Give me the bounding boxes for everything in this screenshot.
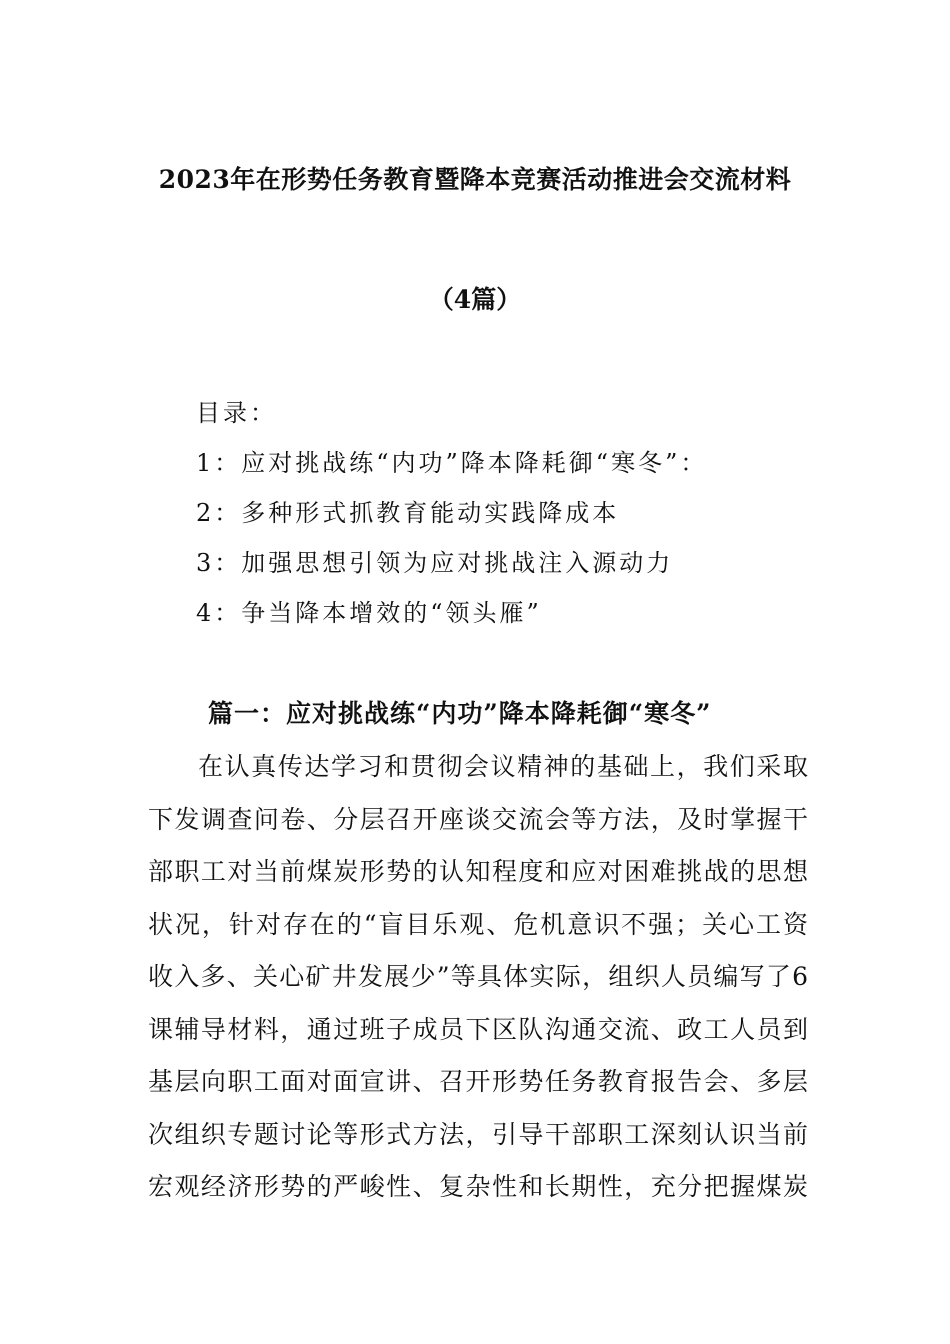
body-line: 基层向职工面对面宣讲、召开形势任务教育报告会、多层 (148, 1067, 808, 1096)
toc-item-4: 4：争当降本增效的“领头雁” (196, 599, 542, 627)
body-line: 收入多、关心矿井发展少”等具体实际，组织人员编写了6 (148, 962, 808, 991)
toc-heading: 目录： (196, 399, 277, 427)
section-body (148, 741, 808, 1214)
document-title: 2023年在形势任务教育暨降本竞赛活动推进会交流材料 (158, 165, 792, 194)
body-line: 课辅导材料，通过班子成员下区队沟通交流、政工人员到 (148, 1014, 808, 1044)
section-heading: 篇一：应对挑战练“内功”降本降耗御“寒冬” (208, 699, 712, 728)
body-line: 下发调查问卷、分层召开座谈交流会等方法，及时掌握干 (148, 804, 808, 834)
table-of-contents (196, 395, 816, 645)
toc-item-2: 2：多种形式抓教育能动实践降成本 (196, 499, 620, 527)
body-line: 部职工对当前煤炭形势的认知程度和应对困难挑战的思想 (148, 857, 808, 886)
body-line: 次组织专题讨论等形式方法，引导干部职工深刻认识当前 (148, 1119, 808, 1149)
body-line: 宏观经济形势的严峻性、复杂性和长期性，充分把握煤炭 (148, 1172, 808, 1201)
body-line: 状况，针对存在的“盲目乐观、危机意识不强；关心工资 (148, 909, 808, 939)
toc-item-1: 1：应对挑战练“内功”降本降耗御“寒冬”： (196, 449, 708, 477)
toc-item-3: 3：加强思想引领为应对挑战注入源动力 (196, 549, 674, 577)
document-subtitle: （4篇） (428, 285, 522, 314)
body-line: 在认真传达学习和贯彻会议精神的基础上，我们采取 (198, 752, 808, 781)
